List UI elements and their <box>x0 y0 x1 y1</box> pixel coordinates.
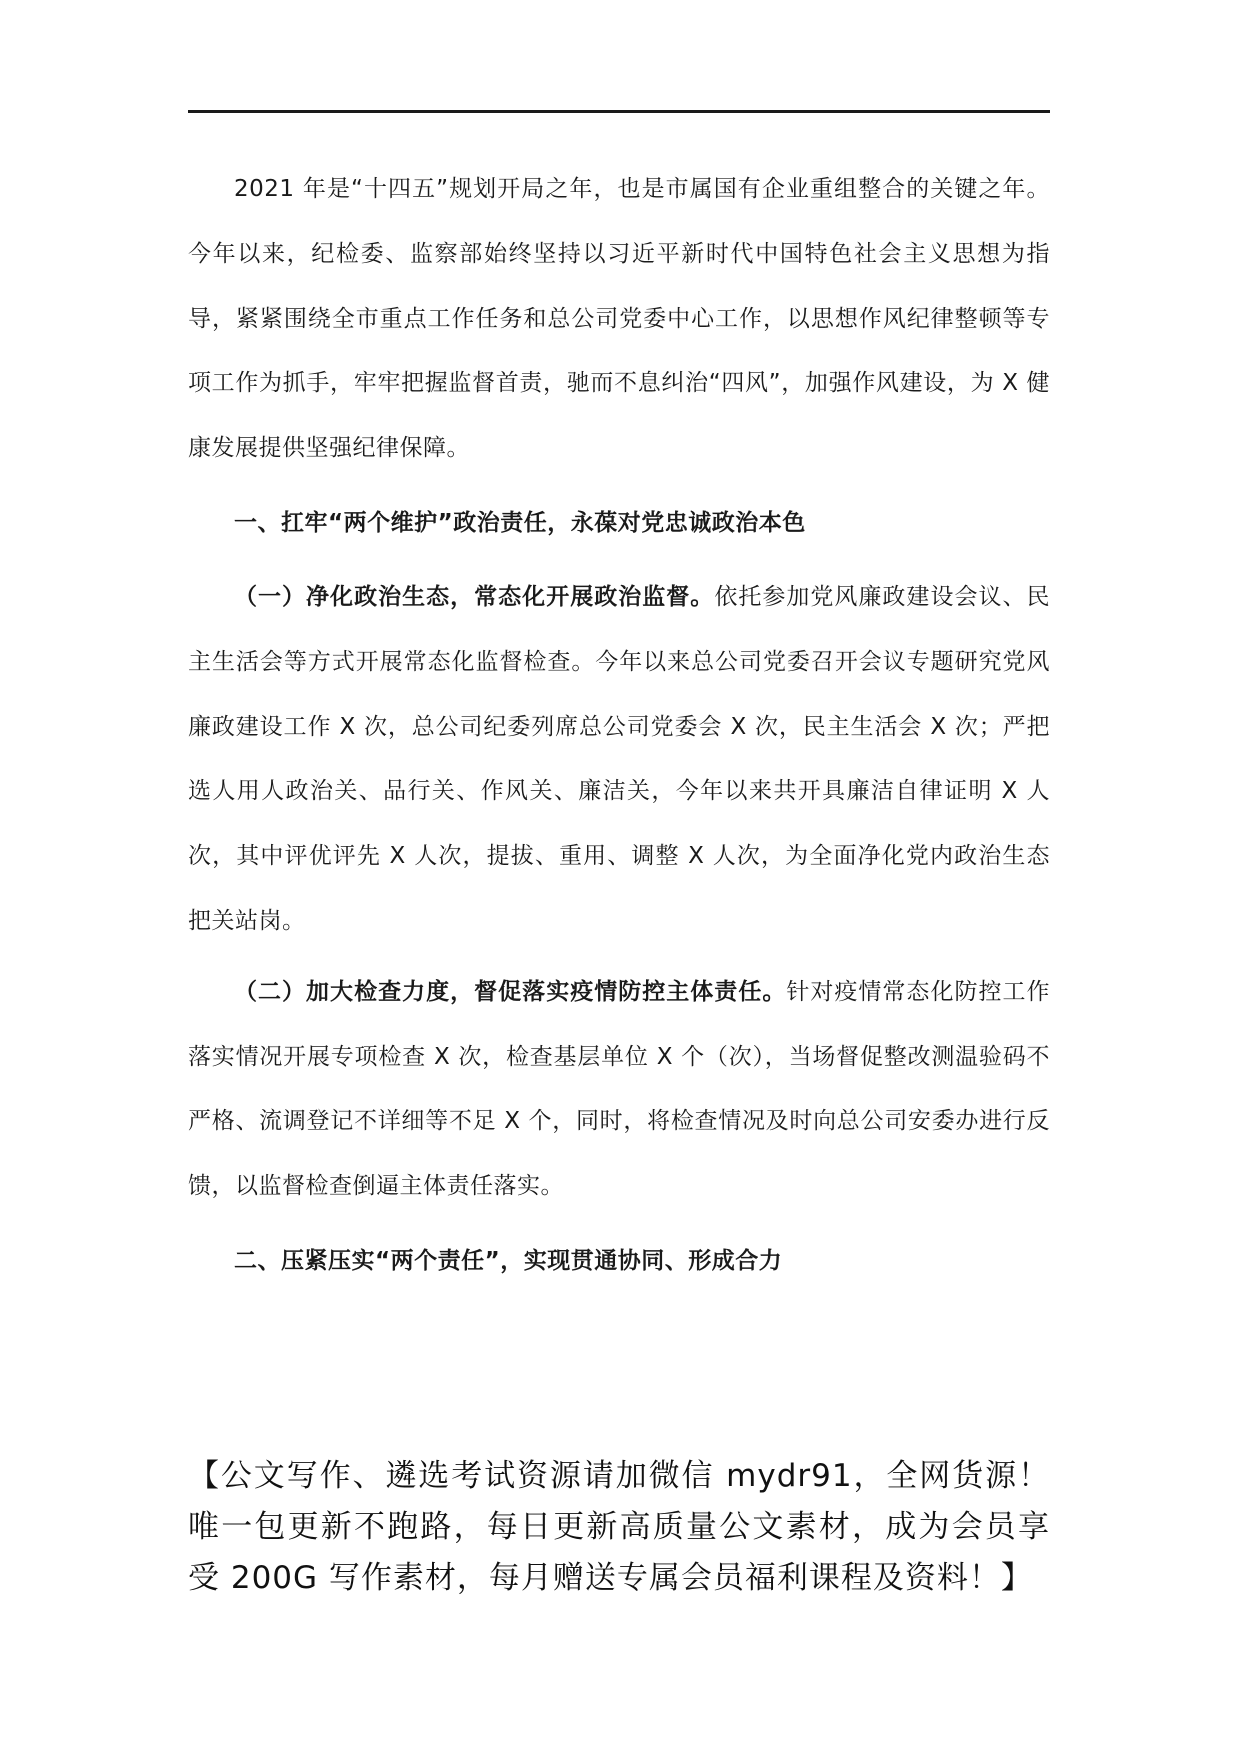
section-1-item-1-lead: （一）净化政治生态，常态化开展政治监督。 <box>234 583 715 610</box>
intro-paragraph: 2021 年是“十四五”规划开局之年，也是市属国有企业重组整合的关键之年。今年以来，纪检委、监察部始终坚持以习近平新时代中国特色社会主义思想为指导，紧紧围绕全市重点工作任务和总公司党委中心工作，以思想作风纪律整顿等专项工作为抓手，牢牢把握监督首责，驰而不息纠治“四风”，加强作风建设，为 X 健康发展提供坚强纪律保障。 <box>188 176 1050 462</box>
section-2-heading: 二、压紧压实“两个责任”，实现贯通协同、形成合力 <box>234 1247 783 1274</box>
promo-text: 【公文写作、遴选考试资源请加微信 mydr91，全网货源！唯一包更新不跑路，每日更新高质量公文素材，成为会员享受 200G 写作素材，每月赠送专属会员福利课程及资料！】 <box>188 1458 1050 1596</box>
header-rule <box>188 110 1050 113</box>
document-body <box>188 157 1050 1303</box>
section-1-item-2-lead: （二）加大检查力度，督促落实疫情防控主体责任。 <box>234 978 787 1005</box>
section-1-item-2 <box>188 960 1050 1219</box>
section-1-item-1 <box>188 565 1050 954</box>
section-1-item-2-text: 针对疫情常态化防控工作落实情况开展专项检查 X 次，检查基层单位 X 个（次），当场督促整改测温验码不严格、流调登记不详细等不足 X 个，同时，将检查情况及时向总公司安委办进行反馈，以监督检查倒逼主体责任落实。 <box>188 978 1051 1200</box>
section-1-heading: 一、扛牢“两个维护”政治责任，永葆对党忠诚政治本色 <box>234 509 806 536</box>
section-1-item-1-text: 依托参加党风廉政建设会议、民主生活会等方式开展常态化监督检查。今年以来总公司党委召开会议专题研究党风廉政建设工作 X 次，总公司纪委列席总公司党委会 X 次，民主生活会 X 次；严把选人用人政治关、品行关、作风关、廉洁关，今年以来共开具廉洁自律证明 X 人次，其中评优评先 X 人次，提拔、重用、调整 X 人次，为全面净化党内政治生态把关站岗。 <box>188 583 1051 934</box>
